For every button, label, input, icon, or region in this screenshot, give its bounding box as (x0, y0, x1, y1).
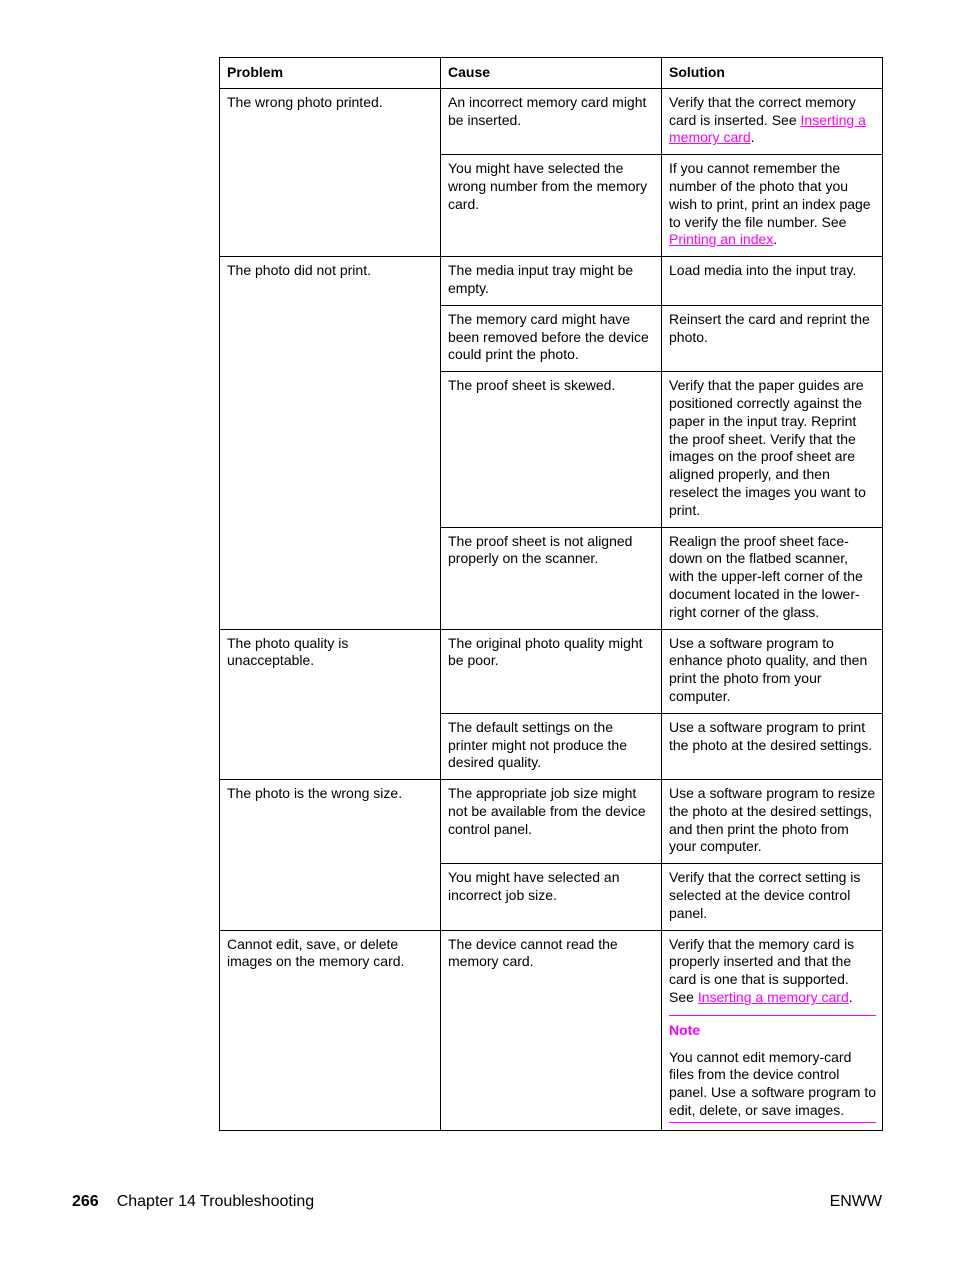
note-text: You cannot edit memory-card files from the device control panel. Use a software program to edit, delete, or save images. (669, 1048, 876, 1119)
cause-cell: The proof sheet is not aligned properly on the scanner. (441, 527, 662, 629)
cause-cell: The original photo quality might be poor. (441, 629, 662, 713)
cause-cell: The device cannot read the memory card. (441, 930, 662, 1130)
table-row (220, 257, 883, 306)
table-row (220, 930, 883, 1130)
solution-cell: Load media into the input tray. (662, 257, 883, 306)
problem-cell: The photo is the wrong size. (220, 780, 441, 931)
solution-text: If you cannot remember the number of the photo that you wish to print, print an index page to verify the file number. See (669, 160, 871, 230)
note-label: Note (669, 1021, 701, 1038)
inserting-memory-card-link[interactable]: Inserting a memory card (669, 111, 866, 146)
cause-cell: The memory card might have been removed before the device could print the photo. (441, 305, 662, 371)
table-row (220, 629, 883, 713)
note-block (669, 1015, 876, 1123)
table-row (220, 780, 883, 864)
solution-text-end: . (848, 989, 853, 1006)
inserting-memory-card-link[interactable]: Inserting a memory card (697, 989, 849, 1006)
header-solution: Solution (662, 58, 883, 89)
solution-cell (662, 930, 883, 1130)
solution-cell (662, 155, 883, 257)
header-problem: Problem (220, 58, 441, 89)
problem-cell: The wrong photo printed. (220, 88, 441, 256)
cause-cell: You might have selected the wrong number from the memory card. (441, 155, 662, 257)
solution-text-end: . (750, 129, 755, 146)
cause-cell: The appropriate job size might not be available from the device control panel. (441, 780, 662, 864)
footer-right-label: ENWW (829, 1193, 882, 1210)
solution-text-end: . (773, 231, 778, 248)
header-cause: Cause (441, 58, 662, 89)
header-row (220, 58, 883, 89)
solution-cell: Use a software program to resize the photo at the desired settings, and then print the photo from your computer. (662, 780, 883, 864)
solution-paragraph (669, 936, 876, 1007)
troubleshooting-table (219, 57, 883, 1131)
solution-text: Verify that the memory card is properly inserted and that the card is one that is supported. See (669, 935, 855, 1006)
cause-cell: You might have selected an incorrect job size. (441, 864, 662, 930)
solution-cell (662, 88, 883, 154)
chapter-title: Chapter 14 Troubleshooting (116, 1193, 315, 1210)
cause-cell: The media input tray might be empty. (441, 257, 662, 306)
solution-cell: Realign the proof sheet face-down on the flatbed scanner, with the upper-left corner of the document located in the lower-right corner of the glass. (662, 527, 883, 629)
solution-cell: Reinsert the card and reprint the photo. (662, 305, 883, 371)
problem-cell: Cannot edit, save, or delete images on the memory card. (220, 930, 441, 1130)
solution-cell: Verify that the correct setting is selected at the device control panel. (662, 864, 883, 930)
table-row (220, 88, 883, 154)
page-number: 266 (72, 1193, 99, 1210)
cause-cell: The proof sheet is skewed. (441, 372, 662, 527)
cause-cell: An incorrect memory card might be inserted. (441, 88, 662, 154)
solution-text: Verify that the correct memory card is inserted. See (669, 93, 856, 128)
problem-cell: The photo quality is unacceptable. (220, 629, 441, 780)
solution-cell: Use a software program to print the photo at the desired settings. (662, 713, 883, 779)
solution-cell: Use a software program to enhance photo quality, and then print the photo from your computer. (662, 629, 883, 713)
page-footer (72, 1192, 882, 1212)
solution-cell: Verify that the paper guides are positioned correctly against the paper in the input tray. Reprint the proof sheet. Verify that the images on the proof sheet are aligned properly, and then reselect the images you want to print. (662, 372, 883, 527)
problem-cell: The photo did not print. (220, 257, 441, 629)
printing-index-link[interactable]: Printing an index (669, 231, 774, 248)
cause-cell: The default settings on the printer might not produce the desired quality. (441, 713, 662, 779)
